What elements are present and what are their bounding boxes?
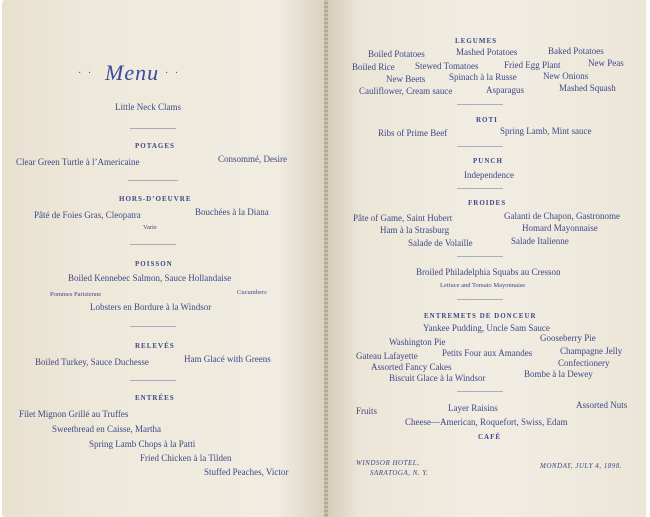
divider [130,380,176,381]
froides-item: Ham à la Strasburg [380,225,450,235]
entremets-item: Bombe à la Dewey [524,369,593,379]
froides-heading: FROIDES [468,199,507,207]
potages-item: Consommé, Desire [218,154,287,164]
hors-doeuvre-item: Bouchées à la Diana [195,207,269,217]
divider [130,326,176,327]
roti-heading: ROTI [476,116,498,124]
froides-item: Galanti de Chapon, Gastronome [504,211,620,221]
releves-heading: RELEVÉS [135,342,175,350]
potages-item: Clear Green Turtle à l’Americaine [16,157,140,167]
footer-place: SARATOGA, N. Y. [370,469,429,477]
entrees-item: Sweetbread en Caisse, Martha [52,424,161,434]
squabs-item: Lettuce and Tomato Mayonnaise [440,282,526,289]
divider [457,188,503,189]
poisson-item: Pommes Parisienne [50,291,102,298]
footer-date: MONDAY, JULY 4, 1898. [540,462,623,470]
entrees-item: Filet Mignon Grillé au Truffes [19,409,129,419]
entremets-item: Champagne Jelly [560,346,623,356]
legumes-item: Stewed Tomatoes [415,61,479,71]
entrees-item: Spring Lamb Chops à la Patti [89,439,196,449]
froides-item: Salade de Volaille [408,238,473,248]
divider [457,299,503,300]
entremets-heading: ENTREMETS DE DONCEUR [424,312,537,320]
menu-title: Menu [105,60,160,85]
clams-item: Little Neck Clams [115,102,181,112]
legumes-item: Baked Potatoes [548,46,604,56]
entrees-item: Fried Chicken à la Tilden [140,453,232,463]
legumes-item: Asparagus [486,85,524,95]
entremets-item: Assorted Fancy Cakes [371,362,452,372]
legumes-item: Fried Egg Plant [504,60,561,70]
dessert-item: Assorted Nuts [576,400,628,410]
entremets-item: Washington Pie [389,337,446,347]
entremets-item: Gateau Lafayette [356,351,418,361]
entremets-item: Petits Four aux Amandes [442,348,533,358]
releves-item: Ham Glacé with Greens [184,354,271,364]
entremets-item: Gooseberry Pie [540,333,596,343]
squabs-item: Broiled Philadelphia Squabs au Cresson [416,267,561,277]
roti-item: Spring Lamb, Mint sauce [500,126,592,136]
froides-item: Homard Mayonnaise [522,223,598,233]
poisson-item: Lobsters en Bordure à la Windsor [90,302,212,312]
title-dots-left: · · [78,68,94,79]
entrees-heading: ENTRÉES [135,394,175,402]
releves-item: Boiled Turkey, Sauce Duchesse [35,357,149,367]
entremets-item: Biscuit Glace à la Windsor [389,373,486,383]
poisson-heading: POISSON [135,260,173,268]
divider [457,104,503,105]
froides-item: Salade Italienne [511,236,569,246]
punch-item: Independence [464,170,514,180]
divider [457,391,503,392]
hors-doeuvre-item: Varie [143,224,157,231]
legumes-item: New Onions [543,71,589,81]
entremets-item: Yankee Pudding, Uncle Sam Sauce [423,323,550,333]
divider [130,128,176,129]
legumes-item: New Beets [386,74,426,84]
legumes-item: Cauliflower, Cream sauce [359,86,453,96]
right-page [328,0,646,517]
hors-doeuvre-item: Pâté de Foies Gras, Cleopatra [34,210,141,220]
divider [128,180,178,181]
legumes-item: Boiled Rice [352,62,395,72]
entremets-item: Confectionery [558,358,610,368]
entrees-item: Stuffed Peaches, Victor [204,467,289,477]
footer-venue: WINDSOR HOTEL, [356,459,420,467]
title-dots-right: · · [165,68,181,79]
dessert-item: Layer Raisins [448,403,498,413]
legumes-item: Spinach à la Russe [449,72,517,82]
froides-item: Pâte of Game, Saint Hubert [353,213,453,223]
divider [457,146,503,147]
legumes-heading: LEGUMES [455,37,498,45]
left-page [2,0,326,517]
legumes-item: Boiled Potatoes [368,49,425,59]
dessert-item: Fruits [356,406,378,416]
potages-heading: POTAGES [135,142,175,150]
roti-item: Ribs of Prime Beef [378,128,448,138]
divider [457,256,503,257]
divider [130,244,176,245]
poisson-item: Boiled Kennebec Salmon, Sauce Hollandaise [68,273,232,283]
punch-heading: PUNCH [473,157,503,165]
legumes-item: New Peas [588,58,624,68]
legumes-item: Mashed Squash [559,83,616,93]
hors-doeuvre-heading: HORS-D’OEUVRE [119,195,192,203]
poisson-item: Cucumbers [237,289,267,296]
legumes-item: Mashed Potatoes [456,47,518,57]
dessert-item: Cheese—American, Roquefort, Swiss, Edam [405,417,568,427]
cafe-heading: CAFÉ [478,433,502,441]
